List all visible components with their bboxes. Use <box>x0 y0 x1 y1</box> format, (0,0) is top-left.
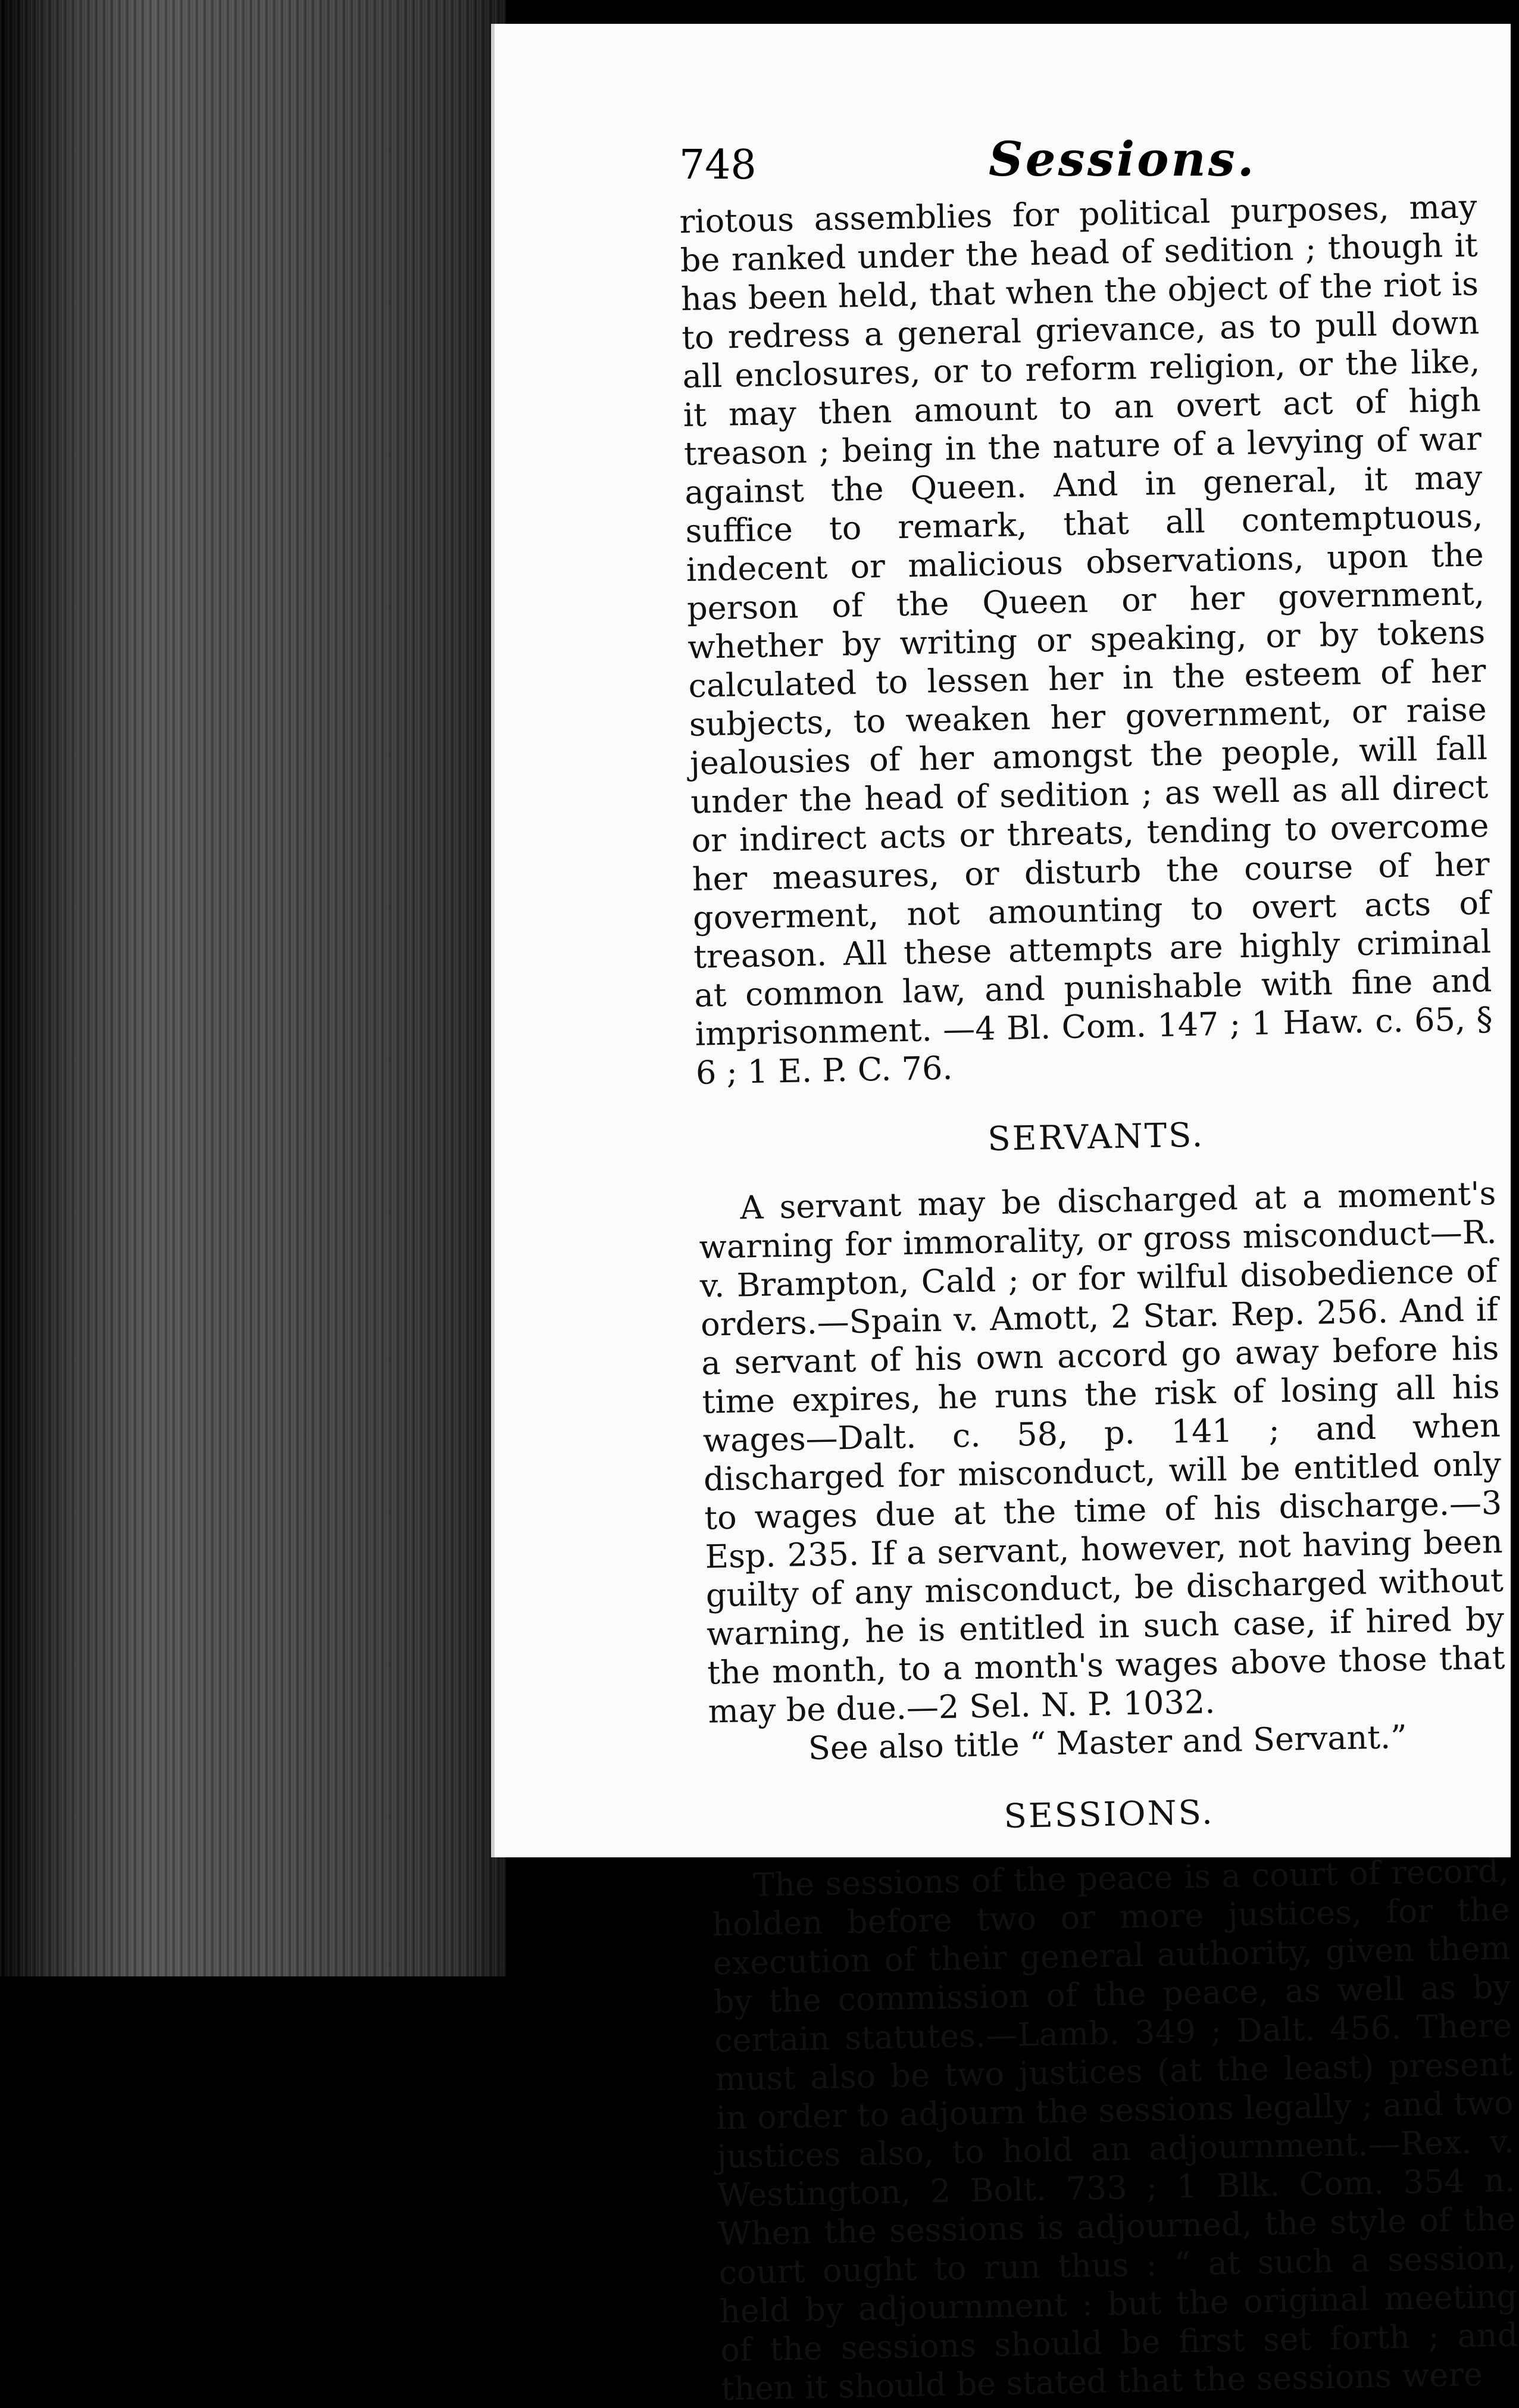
sedition-continuation-paragraph: riotous assemblies for political purposes, may be ranked under the head of sedition ; though it has been held, that when the object of the riot is to redress a general grievance, as to pull down all enclosures, or to reform religion, or the like, it may then amount to an overt act of high treason ; being in the nature of a levying of war against the Queen. And in general, it may suffice to remark, that all contemptuous, indecent or malicious observations, upon the person of the Queen or her government, whether by writing or speaking, or by tokens calculated to lessen her in the esteem of her subjects, to weaken her government, or raise jealousies of her amongst the people, will fall under the head of sedition ; as well as all direct or indirect acts or threats, tending to overcome her measures, or disturb the course of her goverment, not amounting to overt acts of treason. All these attempts are highly criminal at common law, and punishable with fine and imprisonment. —4 Bl. Com. 147 ; 1 Haw. c. 65, § 6 ; 1 E. P. C. 76. <box>679 188 1493 1092</box>
book-page <box>491 24 1518 2408</box>
see-also-note: See also title “ Master and Servant.” <box>808 1718 1408 1767</box>
running-head: Sessions. <box>989 131 1257 187</box>
page-body <box>679 187 1519 2408</box>
sessions-heading: SESSIONS. <box>1003 1793 1215 1837</box>
sessions-paragraph: The sessions of the peace is a court of record, holden before two or more justices, for the execution of their general authority, given them by the commission of the peace, as well as by certain statutes.—Lamb. 349 ; Dalt. 456. There must also be two justices (at the least) present in order to adjourn the sessions legally ; and two justices also, to hold an adjournment.—Rex. v. Westington, 2 Bolt. 733 ; 1 Blk. Com. 354 n. When the sessions is adjourned, the style of the court ought to run thus : “ at such a session, held by adjournment : but the original meeting of the sessions should be first set forth ; and then it should be stated that the sessions were <box>711 1851 1518 2408</box>
servants-paragraph: A servant may be discharged at a moment's warning for immorality, or gross misconduct—R. v. Brampton, Cald ; or for wilful disobedience of orders.—Spain v. Amott, 2 Star. Rep. 256. And if a servant of his own accord go away before his time expires, he runs the risk of losing all his wages—Dalt. c. 58, p. 141 ; and when discharged for misconduct, will be entitled only to wages due at the time of his discharge.—3 Esp. 235. If a servant, however, not having been guilty of any misconduct, be discharged without warning, he is entitled in such case, if hired by the month, to a month's wages above those that may be due.—2 Sel. N. P. 1032. <box>699 1174 1505 1731</box>
servants-heading: SERVANTS. <box>987 1116 1205 1159</box>
page-number: 748 <box>679 142 757 189</box>
book-edge-shadow <box>0 0 506 1976</box>
